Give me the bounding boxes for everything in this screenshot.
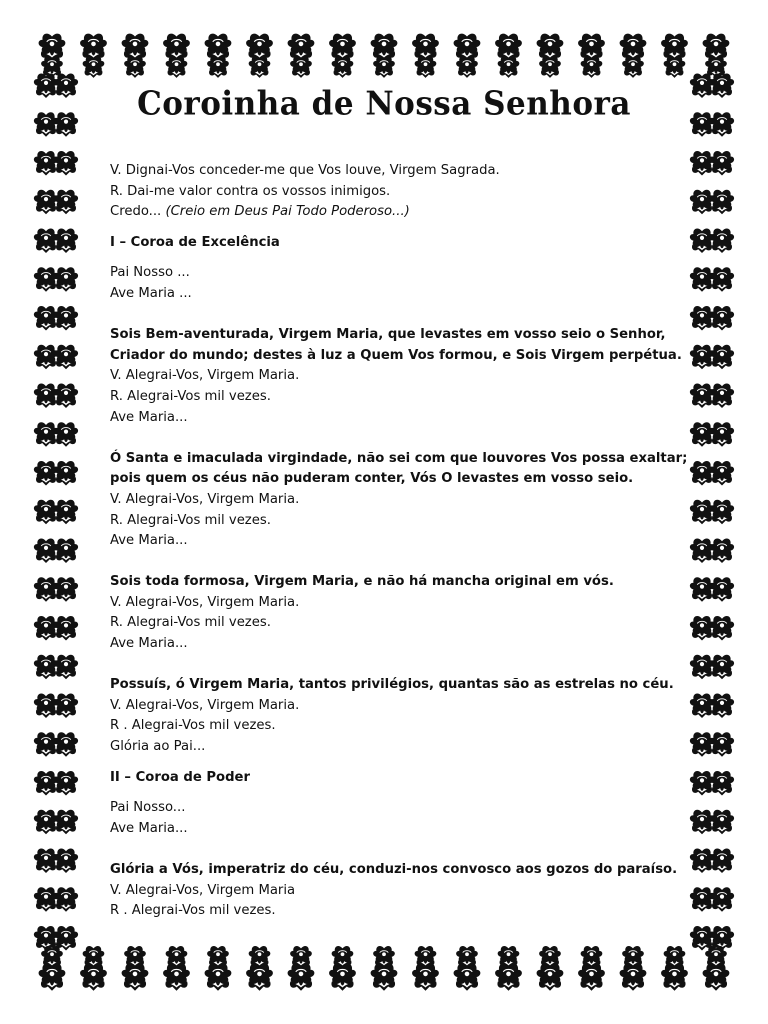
- flower-icon: [710, 500, 734, 525]
- flower-icon: [539, 946, 561, 968]
- flower-icon: [34, 306, 58, 331]
- bold-line: Criador do mundo; destes à luz a Quem Vos formou, e Sois Virgem perpétua.: [110, 347, 682, 363]
- flower-icon: [54, 267, 78, 292]
- prayer-block: [110, 675, 674, 757]
- flower-icon: [710, 616, 734, 641]
- flower-icon: [34, 655, 58, 680]
- flower-icon: [690, 926, 714, 951]
- flower-icon: [690, 229, 714, 254]
- flower-icon: [710, 151, 734, 176]
- flower-icon: [690, 616, 714, 641]
- flower-icon: [415, 56, 437, 78]
- flower-icon: [54, 151, 78, 176]
- flower-icon: [329, 34, 356, 61]
- flower-icon: [54, 849, 78, 874]
- opening-line: Pai Nosso...: [110, 800, 186, 816]
- response-line: R . Alegrai-Vos mil vezes.: [110, 718, 276, 734]
- response-line: R . Alegrai-Vos mil vezes.: [110, 903, 276, 919]
- flower-icon: [710, 655, 734, 680]
- section-heading: I – Coroa de Excelência: [110, 234, 280, 250]
- flower-icon: [34, 539, 58, 564]
- flower-icon: [690, 887, 714, 912]
- flower-icon: [415, 946, 437, 968]
- flower-icon: [539, 56, 561, 78]
- opening-line: Ave Maria ...: [110, 285, 192, 301]
- flower-icon: [34, 694, 58, 719]
- verse-line: V. Alegrai-Vos, Virgem Maria: [110, 882, 296, 898]
- flower-icon: [166, 56, 188, 78]
- closing-line: Ave Maria...: [110, 636, 188, 652]
- flower-icon: [290, 946, 312, 968]
- flower-icon: [710, 306, 734, 331]
- flower-icon: [710, 771, 734, 796]
- section-heading: II – Coroa de Poder: [110, 769, 250, 785]
- flower-icon: [34, 887, 58, 912]
- flower-icon: [690, 190, 714, 215]
- flower-icon: [207, 946, 229, 968]
- flower-icon: [664, 946, 686, 968]
- flower-icon: [581, 946, 603, 968]
- intro-response: R. Dai-me valor contra os vossos inimigos.: [110, 183, 391, 199]
- flower-icon: [456, 946, 478, 968]
- flower-icon: [664, 56, 686, 78]
- flower-icon: [54, 384, 78, 409]
- flower-icon: [246, 34, 273, 61]
- flower-icon: [34, 732, 58, 757]
- flower-icon: [690, 345, 714, 370]
- response-line: R. Alegrai-Vos mil vezes.: [110, 615, 271, 631]
- flower-icon: [710, 694, 734, 719]
- flower-icon: [710, 732, 734, 757]
- page-title: Coroinha de Nossa Senhora: [137, 85, 631, 123]
- flower-icon: [373, 56, 395, 78]
- flower-icon: [288, 34, 315, 61]
- verse-line: V. Alegrai-Vos, Virgem Maria.: [110, 594, 300, 610]
- flower-icon: [249, 56, 271, 78]
- flower-icon: [163, 34, 190, 61]
- flower-icon: [412, 34, 439, 61]
- response-line: R. Alegrai-Vos mil vezes.: [110, 512, 271, 528]
- flower-icon: [54, 810, 78, 835]
- opening-line: Pai Nosso ...: [110, 265, 190, 281]
- intro-verse: V. Dignai-Vos conceder-me que Vos louve, Virgem Sagrada.: [110, 163, 500, 178]
- bold-line: pois quem os céus não puderam conter, Vós O levastes em vosso seio.: [110, 471, 634, 487]
- flower-icon: [454, 34, 481, 61]
- flower-icon: [710, 849, 734, 874]
- flower-icon: [332, 946, 354, 968]
- flower-icon: [54, 345, 78, 370]
- flower-icon: [54, 422, 78, 447]
- flower-icon: [34, 771, 58, 796]
- bold-line: Glória a Vós, imperatriz do céu, conduzi-nos convosco aos gozos do paraíso.: [110, 862, 678, 877]
- flower-icon: [578, 34, 605, 61]
- flower-icon: [54, 887, 78, 912]
- opening-line: Ave Maria...: [110, 820, 188, 836]
- flower-icon: [710, 229, 734, 254]
- flower-icon: [690, 151, 714, 176]
- flower-icon: [41, 946, 63, 968]
- flower-icon: [498, 56, 520, 78]
- flower-icon: [710, 190, 734, 215]
- flower-icon: [690, 771, 714, 796]
- prayer-block: [110, 860, 678, 922]
- flower-icon: [34, 849, 58, 874]
- flower-icon: [703, 34, 730, 61]
- credo-note: (Creio em Deus Pai Todo Poderoso...): [165, 204, 410, 220]
- verse-line: V. Alegrai-Vos, Virgem Maria.: [110, 368, 300, 384]
- flower-icon: [661, 34, 688, 61]
- flower-icon: [690, 539, 714, 564]
- flower-icon: [710, 345, 734, 370]
- flower-icon: [83, 946, 105, 968]
- flower-icon: [39, 34, 66, 61]
- flower-icon: [54, 190, 78, 215]
- flower-icon: [34, 345, 58, 370]
- flower-icon: [690, 306, 714, 331]
- flower-icon: [54, 655, 78, 680]
- flower-icon: [690, 810, 714, 835]
- flower-icon: [122, 34, 149, 61]
- flower-icon: [495, 34, 522, 61]
- flower-icon: [166, 946, 188, 968]
- flower-icon: [710, 577, 734, 602]
- flower-icon: [710, 810, 734, 835]
- flower-icon: [34, 577, 58, 602]
- flower-icon: [690, 384, 714, 409]
- flower-icon: [80, 34, 107, 61]
- flower-icon: [710, 461, 734, 486]
- flower-icon: [690, 461, 714, 486]
- flower-icon: [54, 577, 78, 602]
- flower-icon: [205, 34, 232, 61]
- flower-icon: [622, 946, 644, 968]
- flower-icon: [710, 539, 734, 564]
- flower-icon: [34, 151, 58, 176]
- flower-icon: [83, 56, 105, 78]
- flower-icon: [690, 500, 714, 525]
- flower-icon: [371, 34, 398, 61]
- flower-icon: [34, 422, 58, 447]
- prayer-block: [110, 325, 682, 428]
- bold-line: Ó Santa e imaculada virgindade, não sei com que louvores Vos possa exaltar;: [110, 450, 688, 466]
- bold-line: Sois Bem-aventurada, Virgem Maria, que levastes em vosso seio o Senhor,: [110, 327, 666, 343]
- flower-icon: [373, 946, 395, 968]
- flower-icon: [54, 500, 78, 525]
- flower-icon: [54, 732, 78, 757]
- response-line: R. Alegrai-Vos mil vezes.: [110, 388, 271, 404]
- flower-icon: [34, 616, 58, 641]
- flower-icon: [34, 229, 58, 254]
- flower-icon: [207, 56, 229, 78]
- flower-icon: [34, 500, 58, 525]
- flower-icon: [34, 384, 58, 409]
- flower-icon: [332, 56, 354, 78]
- flower-icon: [290, 56, 312, 78]
- flower-icon: [622, 56, 644, 78]
- flower-icon: [690, 577, 714, 602]
- flower-icon: [34, 810, 58, 835]
- prayer-text: [110, 161, 688, 922]
- flower-icon: [54, 306, 78, 331]
- prayer-block: [110, 449, 688, 552]
- flower-icon: [456, 56, 478, 78]
- credo-label: Credo...: [110, 204, 162, 220]
- flower-icon: [705, 946, 727, 968]
- verse-line: V. Alegrai-Vos, Virgem Maria.: [110, 697, 300, 713]
- flower-icon: [54, 229, 78, 254]
- flower-icon: [34, 190, 58, 215]
- flower-icon: [54, 926, 78, 951]
- flower-icon: [620, 34, 647, 61]
- flower-icon: [690, 267, 714, 292]
- flower-icon: [690, 694, 714, 719]
- flower-icon: [124, 946, 146, 968]
- bold-line: Possuís, ó Virgem Maria, tantos privilégios, quantas são as estrelas no céu.: [110, 677, 674, 693]
- bold-line: Sois toda formosa, Virgem Maria, e não há mancha original em vós.: [110, 574, 614, 590]
- flower-icon: [34, 461, 58, 486]
- flower-icon: [54, 539, 78, 564]
- flower-icon: [690, 655, 714, 680]
- intro-credo: [110, 202, 670, 223]
- flower-icon: [710, 887, 734, 912]
- flower-icon: [54, 694, 78, 719]
- flower-icon: [249, 946, 271, 968]
- closing-line: Ave Maria...: [110, 533, 188, 549]
- flower-icon: [498, 946, 520, 968]
- flower-icon: [54, 461, 78, 486]
- prayer-block: [110, 572, 670, 654]
- verse-line: V. Alegrai-Vos, Virgem Maria.: [110, 491, 300, 507]
- flower-icon: [690, 732, 714, 757]
- closing-line: Glória ao Pai...: [110, 739, 206, 755]
- flower-icon: [537, 34, 564, 61]
- closing-line: Ave Maria...: [110, 409, 188, 425]
- flower-icon: [581, 56, 603, 78]
- flower-icon: [34, 267, 58, 292]
- flower-icon: [690, 849, 714, 874]
- flower-icon: [710, 422, 734, 447]
- flower-icon: [690, 422, 714, 447]
- flower-icon: [54, 771, 78, 796]
- flower-icon: [54, 616, 78, 641]
- flower-icon: [124, 56, 146, 78]
- flower-icon: [710, 384, 734, 409]
- flower-icon: [710, 267, 734, 292]
